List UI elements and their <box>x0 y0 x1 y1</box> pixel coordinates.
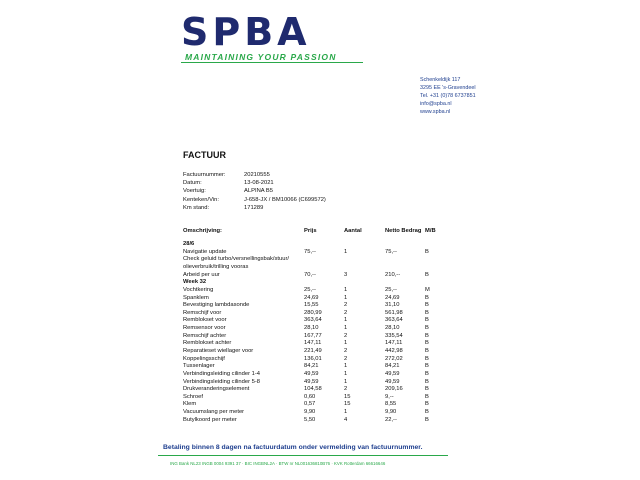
cell-description: Remschijf achter <box>183 332 227 339</box>
footer-divider <box>158 455 448 456</box>
cell-price: 0,57 <box>304 401 316 408</box>
company-address <box>420 76 476 116</box>
meta-row <box>183 187 326 195</box>
cell-net-amount: 25,-- <box>385 286 397 293</box>
cell-net-amount: 363,64 <box>385 317 403 324</box>
cell-mb: B <box>425 271 429 278</box>
table-row <box>183 317 443 325</box>
cell-mb: B <box>425 309 429 316</box>
cell-net-amount: 24,69 <box>385 294 400 301</box>
cell-price: 24,69 <box>304 294 319 301</box>
table-row <box>183 348 443 356</box>
logo-wordmark: SPBA <box>181 10 311 54</box>
cell-mb: B <box>425 332 429 339</box>
cell-description: Reparatieset wiellager voor <box>183 347 254 354</box>
cell-net-amount: 22,-- <box>385 416 397 423</box>
table-row <box>183 310 443 318</box>
cell-description: Verbindingsleiding cilinder 1-4 <box>183 370 261 377</box>
cell-quantity: 3 <box>344 271 348 278</box>
cell-net-amount: 49,59 <box>385 370 400 377</box>
table-row <box>183 325 443 333</box>
table-row <box>183 272 443 280</box>
cell-quantity: 1 <box>344 294 348 301</box>
table-body <box>183 241 443 424</box>
cell-price: 363,64 <box>304 317 322 324</box>
cell-price: 136,01 <box>304 355 322 362</box>
table-header <box>183 227 443 236</box>
payment-notice: Betaling binnen 8 dagen na factuurdatum onder vermelding van factuurnummer. <box>163 444 423 451</box>
cell-description: Klem <box>183 401 197 408</box>
cell-quantity: 2 <box>344 302 348 309</box>
table-row <box>183 249 443 257</box>
cell-price: 147,11 <box>304 340 322 347</box>
cell-description: Butylkoord per meter <box>183 416 237 423</box>
cell-quantity: 1 <box>344 340 348 347</box>
cell-quantity: 1 <box>344 325 348 332</box>
table-row <box>183 417 443 425</box>
meta-value: 13-08-2021 <box>244 180 274 187</box>
cell-quantity: 1 <box>344 248 348 255</box>
cell-mb: B <box>425 409 429 416</box>
header-mb: M/B <box>425 228 436 234</box>
cell-net-amount: 442,98 <box>385 347 403 354</box>
cell-net-amount: 272,02 <box>385 355 403 362</box>
cell-mb: B <box>425 393 429 400</box>
table-row <box>183 394 443 402</box>
cell-mb: B <box>425 378 429 385</box>
cell-mb: B <box>425 294 429 301</box>
table-row <box>183 371 443 379</box>
header-quantity: Aantal <box>344 228 362 234</box>
cell-description: Remblokset achter <box>183 340 232 347</box>
cell-quantity: 1 <box>344 317 348 324</box>
cell-description: Vochtkering <box>183 286 214 293</box>
cell-description: Koppelingsschijf <box>183 355 225 362</box>
cell-mb: B <box>425 386 429 393</box>
cell-price: 221,49 <box>304 347 322 354</box>
table-row <box>183 409 443 417</box>
company-logo <box>181 12 361 64</box>
cell-net-amount: 9,90 <box>385 409 397 416</box>
cell-quantity: 15 <box>344 401 351 408</box>
cell-net-amount: 9,-- <box>385 393 394 400</box>
table-row <box>183 401 443 409</box>
address-city: 3295 EE 's-Gravendeel <box>420 85 476 91</box>
cell-mb: B <box>425 302 429 309</box>
cell-price: 28,10 <box>304 325 319 332</box>
address-email: info@spba.nl <box>420 101 452 107</box>
meta-value: J-658-JX / BM10066 (C699572) <box>244 196 326 203</box>
cell-price: 49,59 <box>304 378 319 385</box>
cell-net-amount: 210,-- <box>385 271 401 278</box>
cell-description: Vacuumslang per meter <box>183 409 245 416</box>
table-row <box>183 287 443 295</box>
cell-quantity: 1 <box>344 378 348 385</box>
address-street: Schenkeldijk 117 <box>420 77 461 83</box>
cell-net-amount: 335,54 <box>385 332 403 339</box>
cell-net-amount: 561,98 <box>385 309 403 316</box>
cell-mb: B <box>425 317 429 324</box>
table-row <box>183 256 443 271</box>
cell-description: Verbindingsleiding cilinder 5-8 <box>183 378 261 385</box>
cell-quantity: 2 <box>344 386 348 393</box>
cell-description: Spanklem <box>183 294 209 301</box>
cell-description: Navigatie update <box>183 248 227 255</box>
cell-price: 25,-- <box>304 286 316 293</box>
cell-net-amount: 28,10 <box>385 325 400 332</box>
address-website: www.spba.nl <box>420 109 451 115</box>
cell-price: 49,59 <box>304 370 319 377</box>
header-description: Omschrijving: <box>183 228 222 234</box>
meta-label: Kenteken/Vin: <box>183 196 219 203</box>
cell-price: 70,-- <box>304 271 316 278</box>
meta-row <box>183 179 326 187</box>
header-price: Prijs <box>304 228 317 234</box>
meta-label: Factuurnummer: <box>183 172 226 178</box>
cell-mb: B <box>425 416 429 423</box>
cell-quantity: 1 <box>344 363 348 370</box>
cell-net-amount: 75,-- <box>385 248 397 255</box>
cell-net-amount: 8,55 <box>385 401 397 408</box>
cell-mb: B <box>425 325 429 332</box>
cell-mb: B <box>425 340 429 347</box>
cell-quantity: 2 <box>344 355 348 362</box>
cell-mb: B <box>425 355 429 362</box>
cell-description: Bevestiging lambdasonde <box>183 302 250 309</box>
meta-label: Km stand: <box>183 204 210 211</box>
cell-mb: M <box>425 286 430 293</box>
cell-price <box>304 256 344 271</box>
cell-description: Week 32 <box>183 279 207 286</box>
table-row <box>183 386 443 394</box>
meta-row <box>183 171 326 179</box>
cell-price: 9,90 <box>304 409 316 416</box>
cell-description: Remblokset voor <box>183 317 227 324</box>
cell-quantity: 2 <box>344 309 348 316</box>
cell-quantity: 15 <box>344 393 351 400</box>
cell-quantity: 2 <box>344 347 348 354</box>
cell-mb: B <box>425 370 429 377</box>
bank-details: ING Bank NL23 INGB 0004 9391 37 · BIC INGBNL2A · BTW nr NL001636810B76 · KVK Rotterdam 66616646 <box>170 461 386 466</box>
cell-description: Check geluid turbo/versnellingsbak/stuur/ olieverbruik/trilling vooras <box>183 256 290 270</box>
cell-description: Schroef <box>183 393 203 400</box>
meta-row <box>183 196 326 204</box>
cell-price: 167,77 <box>304 332 322 339</box>
table-row <box>183 333 443 341</box>
cell-net-amount: 209,16 <box>385 386 403 393</box>
table-row <box>183 363 443 371</box>
table-row <box>183 295 443 303</box>
cell-price: 5,50 <box>304 416 316 423</box>
invoice-meta <box>183 171 326 212</box>
cell-description: Remschijf voor <box>183 309 222 316</box>
cell-net-amount <box>385 256 425 271</box>
invoice-title: FACTUUR <box>183 150 226 160</box>
header-net-amount: Netto Bedrag <box>385 228 422 234</box>
cell-description: Arbeid per uur <box>183 271 220 278</box>
cell-quantity <box>344 256 385 271</box>
cell-description: Remsensor voor <box>183 325 226 332</box>
meta-value: 171289 <box>244 204 264 211</box>
cell-quantity: 2 <box>344 332 348 339</box>
cell-mb: B <box>425 347 429 354</box>
table-row <box>183 302 443 310</box>
invoice-table <box>183 227 443 424</box>
cell-description: Drukveranderingselement <box>183 386 250 393</box>
meta-value: ALPINA B5 <box>244 188 274 195</box>
cell-net-amount: 84,21 <box>385 363 400 370</box>
cell-quantity: 1 <box>344 286 348 293</box>
cell-price: 280,99 <box>304 309 322 316</box>
logo-tagline: MAINTAINING YOUR PASSION <box>185 52 337 62</box>
cell-price: 75,-- <box>304 248 316 255</box>
table-row <box>183 379 443 387</box>
cell-net-amount: 31,10 <box>385 302 400 309</box>
cell-description: Tussenlager <box>183 363 215 370</box>
cell-price: 0,60 <box>304 393 316 400</box>
meta-label: Datum: <box>183 180 202 187</box>
table-row <box>183 356 443 364</box>
cell-quantity: 4 <box>344 416 348 423</box>
cell-quantity: 1 <box>344 370 348 377</box>
meta-row <box>183 204 326 212</box>
table-row <box>183 340 443 348</box>
section-heading <box>183 279 443 287</box>
meta-label: Voertuig: <box>183 188 206 195</box>
cell-price: 15,55 <box>304 302 319 309</box>
cell-description: 28/6 <box>183 241 195 247</box>
cell-net-amount: 147,11 <box>385 340 403 347</box>
cell-quantity: 1 <box>344 409 348 416</box>
address-phone: Tel. +31 (0)78 6737851 <box>420 93 476 99</box>
cell-price: 84,21 <box>304 363 319 370</box>
cell-mb: B <box>425 363 429 370</box>
cell-net-amount: 49,59 <box>385 378 400 385</box>
cell-mb: B <box>425 401 429 408</box>
section-heading <box>183 241 443 249</box>
cell-mb: B <box>425 248 429 255</box>
tagline-underline <box>181 62 363 63</box>
cell-price: 104,58 <box>304 386 322 393</box>
cell-mb <box>425 256 443 271</box>
meta-value: 20210555 <box>244 172 270 178</box>
